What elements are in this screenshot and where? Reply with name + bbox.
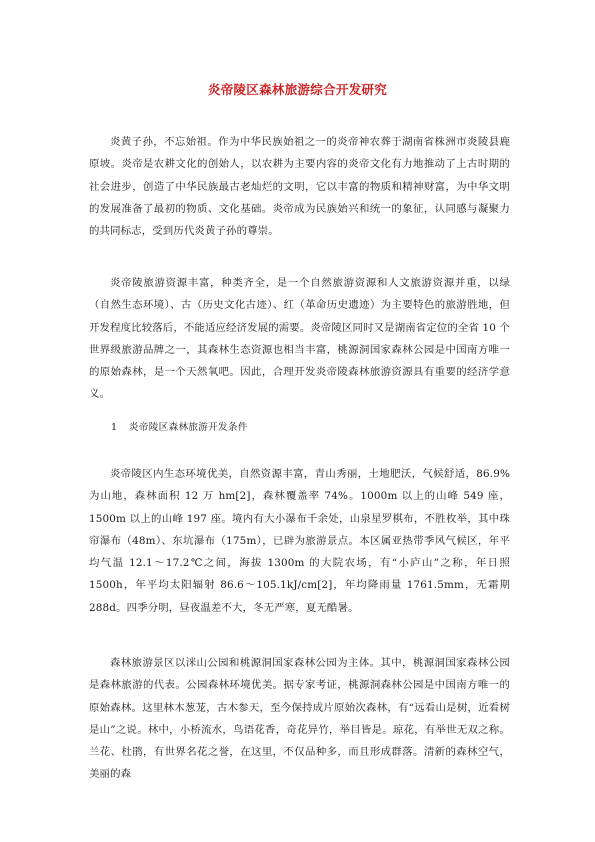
section-number: 1: [111, 422, 118, 433]
document-title: 炎帝陵区森林旅游综合开发研究: [207, 82, 388, 97]
intro-paragraph-2: 炎帝陵旅游资源丰富，种类齐全，是一个自然旅游资源和人文旅游资源并重，以绿（自然生态环境）、古（历史文化古迹）、红（革命历史遗迹）为主要特色的旅游胜地，但开发程度比较落后，不能适应经济发展的需要。炎帝陵区同时又是湖南省定位的全省 10 个世界级旅游品牌之一，其森林生态资源也相当丰富，桃源洞国家森林公园是中国南方唯一的原始森林，是一个天然氧吧。因此，合理开发炎帝陵森林旅游资源具有重要的经济学意义。: [89, 277, 510, 401]
section-title: 炎帝陵区森林旅游开发条件: [129, 422, 248, 433]
section-paragraph-1: 炎帝陵区内生态环境优美，自然资源丰富，青山秀丽，土地肥沃，气候舒适，86.9%为山地，森林面积 12 万 hm[2]，森林覆盖率 74%。1000m 以上的山峰 549 座，1500m 以上的山峰 197 座。境内有大小瀑布千余处，山泉星罗棋布，不胜枚举，其中珠帘瀑布（48m）、东坑瀑布（175m），已辟为旅游景点。本区属亚热带季风气候区，年平均气温 12.1～17.2℃之间，海拔 1300m 的大院农场，有“小庐山”之称，年日照 1500h，年平均太阳辐射 86.6～105.1kJ/cm[2]，年均降雨量 1761.5mm，无霜期 288d。四季分明，昼夜温差不大，冬无严寒，夏无酷暑。: [89, 468, 510, 614]
section-heading: [111, 419, 248, 433]
section-paragraph-2: 森林旅游景区以洣山公园和桃源洞国家森林公园为主体。其中，桃源洞国家森林公园是森林旅游的代表。公园森林环境优美。据专家考证，桃源洞森林公园是中国南方唯一的原始森林。这里林木葱茏，古木参天，至今保持成片原始次森林，有“远看山是树，近看树是山”之说。林中，小桥流水，鸟语花香，奇花异竹，举目皆是。琼花，有举世无双之称。兰花、杜鹃，有世界名花之誉，在这里，不仅品种多，而且形成群落。清新的森林空气，美丽的森: [89, 657, 510, 781]
intro-paragraph-1: 炎黄子孙，不忘始祖。作为中华民族始祖之一的炎帝神农葬于湖南省株洲市炎陵县鹿原坡。炎帝是农耕文化的创始人，以农耕为主要内容的炎帝文化有力地推动了上古时期的社会进步，创造了中华民族最古老灿烂的文明，它以丰富的物质和精神财富，为中华文明的发展准备了最初的物质、文化基础。炎帝成为民族始兴和统一的象征，认同感与凝聚力的共同标志，受到历代炎黄子孙的尊崇。: [89, 136, 510, 238]
